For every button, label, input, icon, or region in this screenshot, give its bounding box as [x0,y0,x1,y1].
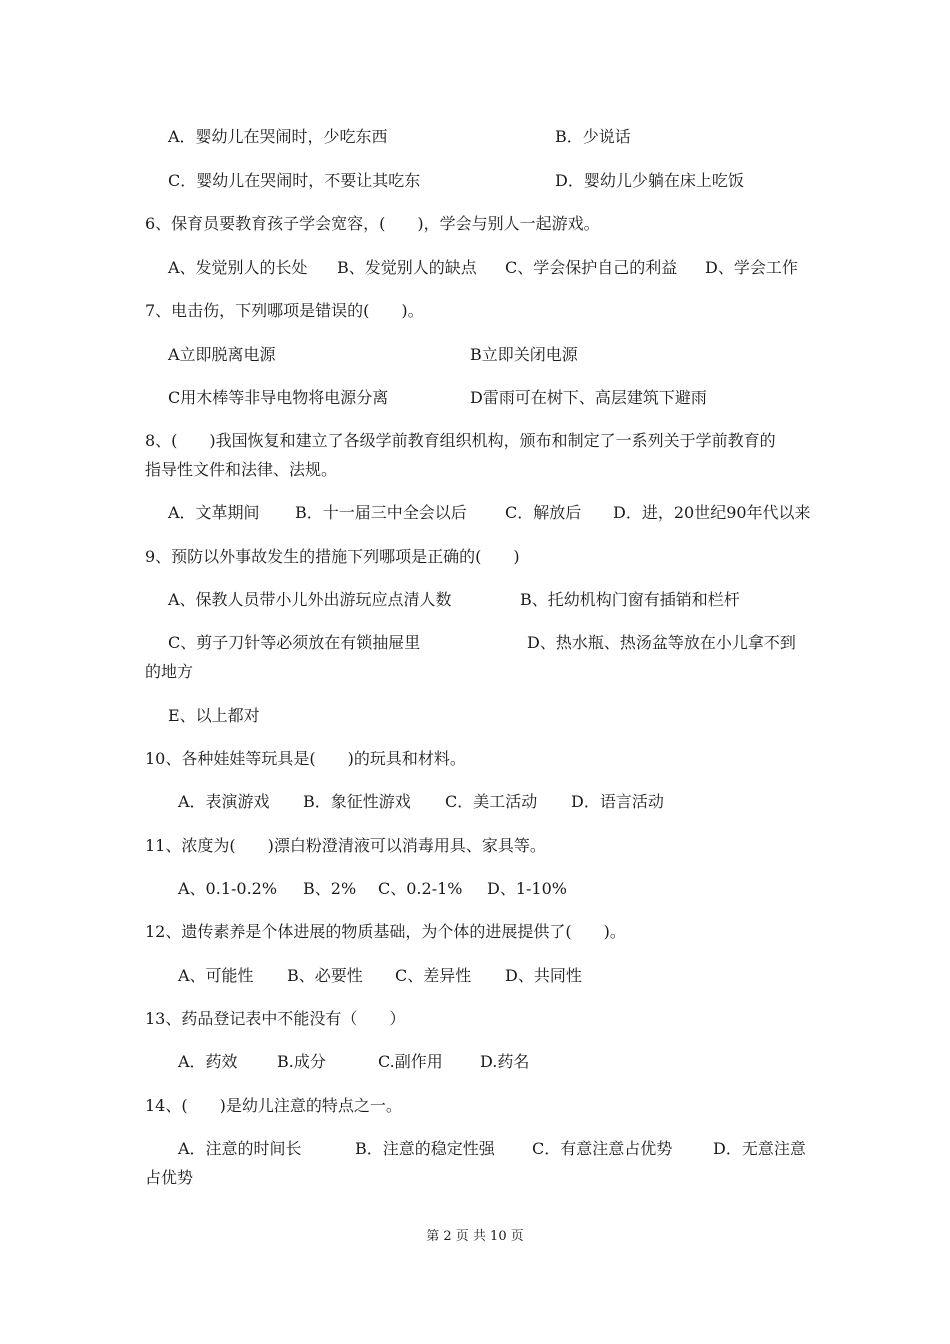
q11-option-a: A、0.1-0.2% [178,879,278,898]
q7-option-b: B立即关闭电源 [470,345,578,364]
q14-option-c: C．有意注意占优势 [532,1139,673,1158]
q13-option-b: B.成分 [277,1052,326,1071]
q6-option-a: A、发觉别人的长处 [168,258,308,277]
q9-option-e: E、以上都对 [168,706,260,725]
q7-option-a: A立即脱离电源 [168,345,276,364]
q13-option-d: D.药名 [480,1052,530,1071]
q11-option-c: C、0.2-1% [378,879,463,898]
q7-option-c: C用木棒等非导电物将电源分离 [168,388,389,407]
q13-option-a: A．药效 [178,1052,238,1071]
q8-option-d: D．进，20世纪90年代以来 [613,503,811,522]
q11-option-d: D、1-10% [487,879,567,898]
q14-option-a: A．注意的时间长 [178,1139,302,1158]
q5-option-c: C．婴幼儿在哭闹时，不要让其吃东 [168,171,421,190]
q10-stem: 10、各种娃娃等玩具是( )的玩具和材料。 [145,749,466,768]
q9-option-b: B、托幼机构门窗有插销和栏杆 [520,590,740,609]
q9-stem: 9、预防以外事故发生的措施下列哪项是正确的( ) [145,547,520,566]
q6-option-b: B、发觉别人的缺点 [337,258,477,277]
q8-stem-line1: 8、( )我国恢复和建立了各级学前教育组织机构，颁布和制定了一系列关于学前教育的 [145,431,776,450]
q9-option-d-line1: D、热水瓶、热汤盆等放在小儿拿不到 [527,633,796,652]
q12-option-b: B、必要性 [287,966,363,985]
q11-stem: 11、浓度为( )漂白粉澄清液可以消毒用具、家具等。 [145,836,546,855]
q14-option-d-line1: D．无意注意 [713,1139,806,1158]
q13-stem: 13、药品登记表中不能没有（ ） [145,1009,406,1028]
q5-option-b: B．少说话 [555,127,631,146]
q10-option-d: D．语言活动 [571,792,664,811]
q12-stem: 12、遗传素养是个体进展的物质基础，为个体的进展提供了( )。 [145,922,626,941]
q5-option-a: A．婴幼儿在哭闹时，少吃东西 [168,127,388,146]
q6-stem: 6、保育员要教育孩子学会宽容，( )，学会与别人一起游戏。 [145,214,600,233]
q9-option-a: A、保教人员带小儿外出游玩应点清人数 [168,590,452,609]
q12-option-c: C、差异性 [395,966,472,985]
q9-option-c: C、剪子刀针等必须放在有锁抽屉里 [168,633,421,652]
q14-option-d-line2: 占优势 [145,1168,194,1187]
q8-stem-line2: 指导性文件和法律、法规。 [145,460,338,479]
q7-option-d: D雷雨可在树下、高层建筑下避雨 [470,388,707,407]
q5-option-d: D．婴幼儿少躺在床上吃饭 [555,171,744,190]
q11-option-b: B、2% [303,879,357,898]
q10-option-c: C．美工活动 [445,792,538,811]
q10-option-b: B．象征性游戏 [303,792,411,811]
q8-option-a: A．文革期间 [168,503,260,522]
q10-option-a: A．表演游戏 [178,792,270,811]
q8-option-b: B．十一届三中全会以后 [295,503,467,522]
q7-stem: 7、电击伤，下列哪项是错误的( )。 [145,301,424,320]
page-footer: 第 2 页 共 10 页 [426,1229,524,1244]
q14-stem: 14、( )是幼儿注意的特点之一。 [145,1096,402,1115]
q13-option-c: C.副作用 [378,1052,443,1071]
q6-option-d: D、学会工作 [705,258,798,277]
q6-option-c: C、学会保护自己的利益 [505,258,678,277]
q9-option-d-line2: 的地方 [145,662,194,681]
q14-option-b: B．注意的稳定性强 [355,1139,495,1158]
q8-option-c: C．解放后 [505,503,582,522]
q12-option-d: D、共同性 [505,966,582,985]
q12-option-a: A、可能性 [178,966,254,985]
